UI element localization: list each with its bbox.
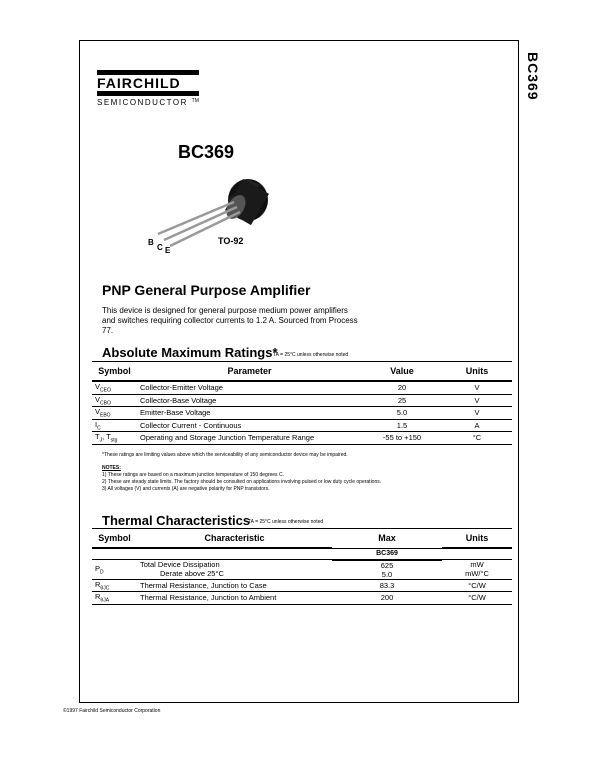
note-3: 3) All voltages (V) and currents (A) are negative polarity for PNP transistors.	[102, 486, 270, 492]
table-row: $I_C$ Collector Current - Continuous 1.5 A	[92, 419, 512, 432]
col-header-value: Value	[362, 362, 442, 382]
col-header-parameter: Parameter	[137, 362, 362, 382]
table-row: $R_{\theta JC}$ Thermal Resistance, Junction to Case 83.3 °C/W	[92, 579, 512, 592]
thermal-title: Thermal Characteristics	[102, 513, 251, 528]
col-header-symbol: Symbol	[92, 362, 137, 382]
copyright-footer: ©1997 Fairchild Semiconductor Corporation	[63, 708, 161, 714]
thermal-note: TA = 25°C unless otherwise noted	[248, 519, 324, 525]
pin-label-b: B	[148, 238, 154, 247]
table-row: $R_{\theta JA}$ Thermal Resistance, Junction to Ambient 200 °C/W	[92, 592, 512, 605]
col-header-units: Units	[442, 529, 512, 549]
to92-package-image	[148, 170, 278, 255]
abs-max-note: TA = 25°C unless otherwise noted	[273, 352, 349, 358]
abs-max-title: Absolute Maximum Ratings*	[102, 345, 278, 360]
table-row: $V_{EBO}$ Emitter-Base Voltage 5.0 V	[92, 407, 512, 420]
table-row: $V_{CEO}$ Collector-Emitter Voltage 20 V	[92, 381, 512, 394]
col-header-max: Max	[332, 529, 442, 549]
table-row: $V_{CBO}$ Collector-Base Voltage 25 V	[92, 394, 512, 407]
device-heading: PNP General Purpose Amplifier	[102, 282, 311, 298]
pin-label-e: E	[165, 246, 171, 255]
col-header-units: Units	[442, 362, 512, 382]
note-2: 2) These are steady state limits. The factory should be consulted on applications involving pulsed or low duty cycle operations.	[102, 479, 382, 485]
thermal-table	[92, 528, 512, 605]
side-part-title: BC369	[525, 52, 541, 101]
col-header-characteristic: Characteristic	[137, 529, 332, 549]
abs-max-footnote: *These ratings are limiting values above which the serviceability of any semiconductor device may be impaired.	[102, 452, 348, 458]
notes-title: NOTES:	[102, 465, 121, 471]
package-name: TO-92	[218, 236, 244, 246]
table-row: $T_J$, $T_{stg}$ Operating and Storage Junction Temperature Range -55 to +150 °C	[92, 432, 512, 445]
max-subheader: BC369	[332, 548, 442, 560]
abs-max-table	[92, 361, 512, 445]
col-header-symbol: Symbol	[92, 529, 137, 549]
fairchild-logo: FAIRCHILD SEMICONDUCTOR ™	[97, 70, 199, 107]
table-row: $P_D$ Total Device Dissipation Derate above 25°C 625 5.0 mW mW/°C	[92, 560, 512, 580]
part-number: BC369	[178, 142, 235, 162]
pin-label-c: C	[157, 243, 163, 252]
device-description: This device is designed for general purpose medium power amplifiers and switches requiring collector currents to 1.2 A. Sourced from Process 77.	[102, 306, 358, 335]
note-1: 1) These ratings are based on a maximum junction temperature of 150 degrees C.	[102, 472, 284, 478]
